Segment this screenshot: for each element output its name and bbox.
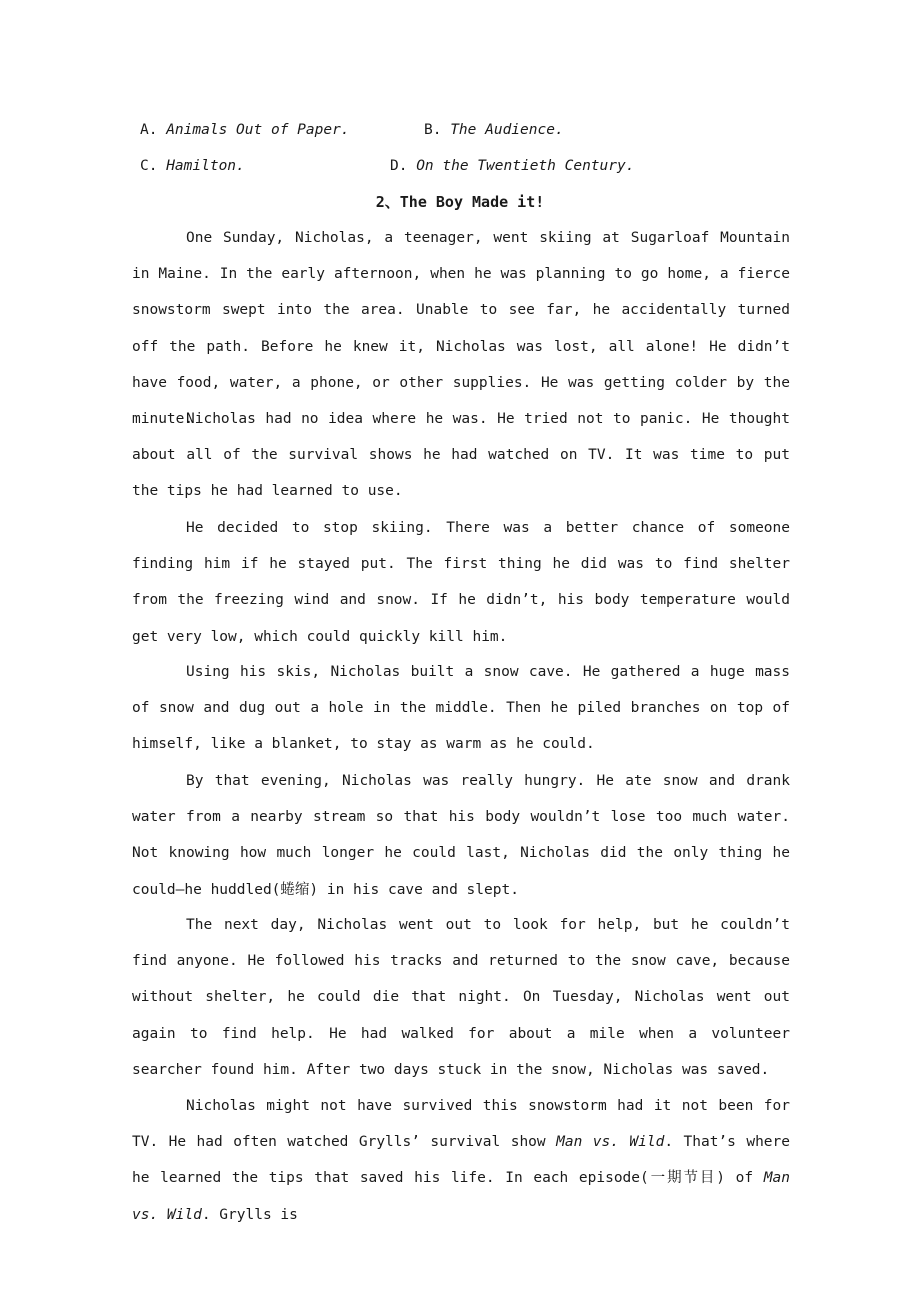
option-c: [140, 156, 245, 176]
paragraph-7-part-3: . Grylls is: [201, 1206, 298, 1223]
paragraph-6: The next day, Nicholas went out to look for help, but he couldn’t find anyone. He followed his tracks and returned to the snow cave, because without shelter, he could die that night. On Tuesday, Nicholas went out again to find help. He had walked for about a mile when a volunteer searcher found him. After two days stuck in the snow, Nicholas was saved.: [132, 917, 790, 1078]
paragraph-1: One Sunday, Nicholas, a teenager, went skiing at Sugarloaf Mountain in Maine. In the early afternoon, when he was planning to go home, a fierce snowstorm swept into the area. Unable to see far, he accidentally turned off the path. Before he knew it, Nicholas was lost, all alone! He didn’t have food, water, a phone, or other supplies. He was getting colder by the minute.: [132, 230, 790, 428]
option-b: [424, 120, 564, 140]
option-b-letter: B.: [424, 122, 442, 138]
option-a: [140, 120, 350, 140]
paragraph-2: Nicholas had no idea where he was. He tried not to panic. He thought about all of the survival shows he had watched on TV. It was time to put the tips he had learned to use.: [132, 411, 790, 500]
option-b-text: The Audience.: [450, 122, 564, 138]
option-a-text: Animals Out of Paper.: [166, 122, 350, 138]
paragraph-4: Using his skis, Nicholas built a snow cave. He gathered a huge mass of snow and dug out a hole in the middle. Then he piled branches on top of himself, like a blanket, to stay as warm as he could.: [132, 664, 790, 753]
option-d-letter: D.: [390, 158, 408, 174]
paragraph-3: He decided to stop skiing. There was a better chance of someone finding him if he stayed put. The first thing he did was to find shelter from the freezing wind and snow. If he didn’t, his body temperature would get very low, which could quickly kill him.: [132, 520, 790, 645]
paragraph-7-part-1: Nicholas might not have survived this snowstorm had it not been for TV. He had often watched Grylls’ survival show: [132, 1098, 790, 1151]
show-title: Man vs. Wild: [556, 1134, 665, 1151]
paragraph-7-part-2: . That’s where he learned the tips that saved his life. In each episode(一期节目) of: [132, 1134, 790, 1187]
option-a-letter: A.: [140, 122, 158, 138]
paragraph-5: By that evening, Nicholas was really hungry. He ate snow and drank water from a nearby stream so that his body wouldn’t lose too much water. Not knowing how much longer he could last, Nicholas did the only thing he could—he huddled(蜷缩) in his cave and slept.: [132, 773, 790, 898]
passage-title: 2、The Boy Made it!: [375, 193, 545, 211]
show-title: Man vs. Wild: [132, 1170, 790, 1223]
option-d: [390, 156, 634, 176]
option-c-letter: C.: [140, 158, 158, 174]
option-c-text: Hamilton.: [166, 158, 245, 174]
option-d-text: On the Twentieth Century.: [416, 158, 635, 174]
paragraph-7: [132, 1088, 790, 1233]
